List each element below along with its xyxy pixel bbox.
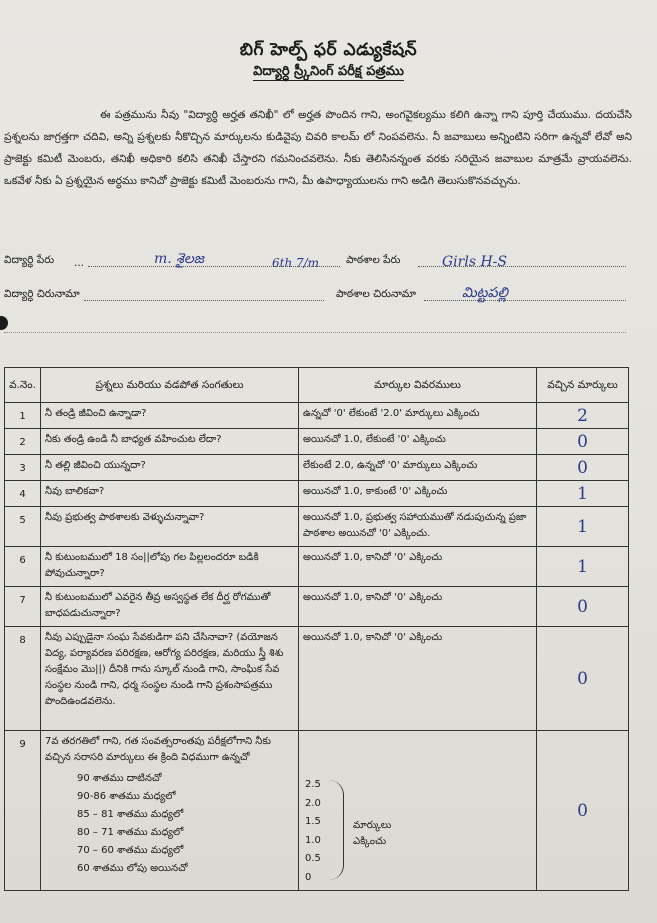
row-number: 2 — [5, 429, 41, 455]
class-value[interactable]: 6th 7/m — [272, 256, 320, 270]
student-name-value[interactable]: m. శైలజ — [154, 251, 205, 267]
grade-range: 85 – 81 శాతము మధ్యలో — [77, 809, 184, 820]
row-question: 7వ తరగతిలో గాని, గత సంవత్సరాంతపు పరీక్షలోగాని నీకు వచ్చిన సరాసరి మార్కులు ఈ క్రింది విధముగా ఉన్నచో — [45, 736, 271, 763]
row-details-cell — [299, 731, 537, 891]
row-question: నీవు బాలికవా? — [41, 481, 299, 507]
header-serial: వ.నెం. — [5, 368, 41, 403]
row-marks[interactable]: 1 — [537, 507, 629, 547]
row-marks[interactable]: 0 — [537, 455, 629, 481]
table-row — [5, 455, 629, 481]
student-address-label: విద్యార్ధి చిరునామా — [4, 288, 80, 300]
school-address-line — [424, 300, 626, 301]
row-number: 4 — [5, 481, 41, 507]
mark-value: 2.5 — [305, 779, 321, 790]
table-row — [5, 403, 629, 429]
mark-values — [305, 776, 321, 887]
row-question: నీ కుటుంబములో ఎవరైన తీవ్ర అస్వస్థత లేక దీర్ఘ రోగముతో బాధపడుచున్నారా? — [41, 587, 299, 627]
row-number: 5 — [5, 507, 41, 547]
form-title: బిగ్ హెల్ప్ ఫర్ ఎడ్యుకేషన్ — [239, 40, 418, 60]
table-row — [5, 731, 629, 891]
mark-values-label: మార్కులు ఎక్కించు — [353, 820, 392, 847]
row-question: నీవు ఎప్పుడైనా సంఘ సేవకుడిగా పని చేసినావా? (వయోజన విద్య, పర్యావరణ పరిరక్షణ, ఆరోగ్య పరిరక్షణ, మరియు స్త్రీ శిశు సంక్షేమం మొ||) దీనికి గాను స్కూల్ నుండి గాని, సాంఘిక సేవ సంస్థల నుండి గాని, ధర్మ సంస్థల నుండి గాని ప్రశంసాపత్రము పొందిఉండవలెను. — [41, 627, 299, 731]
mark-value: 1.5 — [305, 816, 321, 827]
mark-value: 0 — [305, 871, 312, 883]
row-details: అయినచో 1.0, కానిచో '0' ఎక్కించు — [299, 587, 537, 627]
grade-range: 70 – 60 శాతము మధ్యలో — [77, 845, 184, 856]
header-mark-details: మార్కుల వివరములు — [299, 368, 537, 403]
form-subtitle: విద్యార్ధి స్ర్కీనింగ్ పరీక్ష పత్రము — [253, 64, 404, 79]
school-name-label: పాఠశాల పేరు — [346, 254, 401, 266]
school-address-value[interactable]: మిట్టపల్లి — [462, 285, 508, 301]
header-marks-obtained: వచ్చిన మార్కులు — [537, 368, 629, 403]
punch-hole-mark — [0, 316, 8, 330]
instructions-paragraph: ఈ పత్రమును నీవు "విద్యార్ధి అర్హత తనిఖీ" లో అర్హత పొందిన గాని, అంగవైకల్యము కలిగి ఉన్నా గాని పూర్తి చేయుము. దయచేసి ప్రశ్నలను జాగ్రత్తగా చదివి, అన్ని ప్రశ్నలకు నీకొచ్చిన మార్కులను కుడివైపు చివరి కాలమ్ లో నింపవలెను. నీ జవాబులు అన్నింటిని సరిగా ఉన్నవో లేవో అని ప్రాజెక్టు కమిటీ మెంబరు, తనిఖీ అధికారి కలిసి తనిఖీ చేస్తారని గమనించవలెను. నీకు తెలిసినన్నంత వరకు సరియైన జవాబుల మాత్రమే వ్రాయవలెను. ఒకవేళ నీకు ఏ ప్రశ్నయైన అర్ధము కానిచో ప్రాజెక్టు కమిటీ మెంబరును గాని, మీ ఉపాధ్యాయులను గాని అడిగి తెలుసుకొనవచ్చును. — [4, 109, 632, 187]
table-header-row — [5, 368, 629, 403]
row-number: 9 — [5, 731, 41, 891]
row-details: అయినచో 1.0, కాకుంటే '0' ఎక్కించు — [299, 481, 537, 507]
row-marks[interactable]: 1 — [537, 547, 629, 587]
row-details: ఉన్నచో '0' లేకుంటే '2.0' మార్కులు ఎక్కించు — [299, 403, 537, 429]
student-address-line[interactable] — [84, 300, 324, 301]
row-number: 8 — [5, 627, 41, 731]
header-question: ప్రశ్నలు మరియు వడపోత సంగతులు — [41, 368, 299, 403]
row-marks[interactable]: 0 — [537, 627, 629, 731]
address-row — [4, 282, 626, 306]
row-question: నీ కుటుంబములో 18 సం||లోపు గల పిల్లలందరూ బడికి పోవుచున్నారా? — [41, 547, 299, 587]
grade-range: 90 శాతము దాటినచో — [77, 773, 162, 784]
row-details: అయినచో 1.0, కానిచో '0' ఎక్కించు — [299, 627, 537, 731]
grade-range: 80 – 71 శాతము మధ్యలో — [77, 827, 184, 838]
student-name-row: విద్యార్ధి పేరు ... m. శైలజ 6th 7/m పాఠశాల పేరు Girls H-S — [4, 248, 626, 272]
row-marks[interactable]: 2 — [537, 403, 629, 429]
row-number: 1 — [5, 403, 41, 429]
row-question: నీ తండ్రి జీవించి ఉన్నాడా? — [41, 403, 299, 429]
table-row — [5, 507, 629, 547]
school-address-label: పాఠశాల చిరునామా — [336, 288, 417, 300]
row-details: లేకుంటే 2.0, ఉన్నచో '0' మార్కులు ఎక్కించు — [299, 455, 537, 481]
row-marks[interactable]: 0 — [537, 429, 629, 455]
row-marks[interactable]: 0 — [537, 587, 629, 627]
curly-brace — [329, 780, 344, 880]
table-row — [5, 547, 629, 587]
grade-ranges — [77, 770, 294, 878]
grade-range: 60 శాతము లోపు అయినచో — [77, 863, 188, 874]
row-number: 3 — [5, 455, 41, 481]
row-details: అయినచో 1.0, కానిచో '0' ఎక్కించు — [299, 547, 537, 587]
table-row — [5, 627, 629, 731]
mark-value: 1.0 — [305, 834, 321, 846]
row-question: నీకు తండ్రి ఉండి నీ బాధ్యత వహించుట లేదా? — [41, 429, 299, 455]
row-question-cell — [41, 731, 299, 891]
school-name-value[interactable]: Girls H-S — [442, 254, 507, 270]
student-name-label: విద్యార్ధి పేరు — [4, 254, 55, 266]
row-question: నీవు ప్రభుత్వ పాఠశాలకు వెళ్ళుచున్నావా? — [41, 507, 299, 547]
table-row — [5, 481, 629, 507]
row-marks[interactable]: 0 — [537, 731, 629, 891]
blank-address-line — [4, 332, 626, 333]
mark-value: 0.5 — [305, 853, 321, 864]
row-details: అయినచో 1.0, లేకుంటే '0' ఎక్కించు — [299, 429, 537, 455]
table-row — [5, 587, 629, 627]
row-details: అయినచో 1.0, ప్రభుత్వ సహాయముతో నడుపుచున్న ప్రజా పాఠశాల అయినచో '0' ఎక్కించు. — [299, 507, 537, 547]
grade-range: 90-86 శాతము మధ్యలో — [77, 791, 176, 802]
mark-value: 2.0 — [305, 797, 321, 809]
row-question: నీ తల్లి జీవించి యున్నదా? — [41, 455, 299, 481]
row-number: 7 — [5, 587, 41, 627]
table-row — [5, 429, 629, 455]
questions-table — [4, 367, 629, 891]
row-number: 6 — [5, 547, 41, 587]
row-marks[interactable]: 1 — [537, 481, 629, 507]
